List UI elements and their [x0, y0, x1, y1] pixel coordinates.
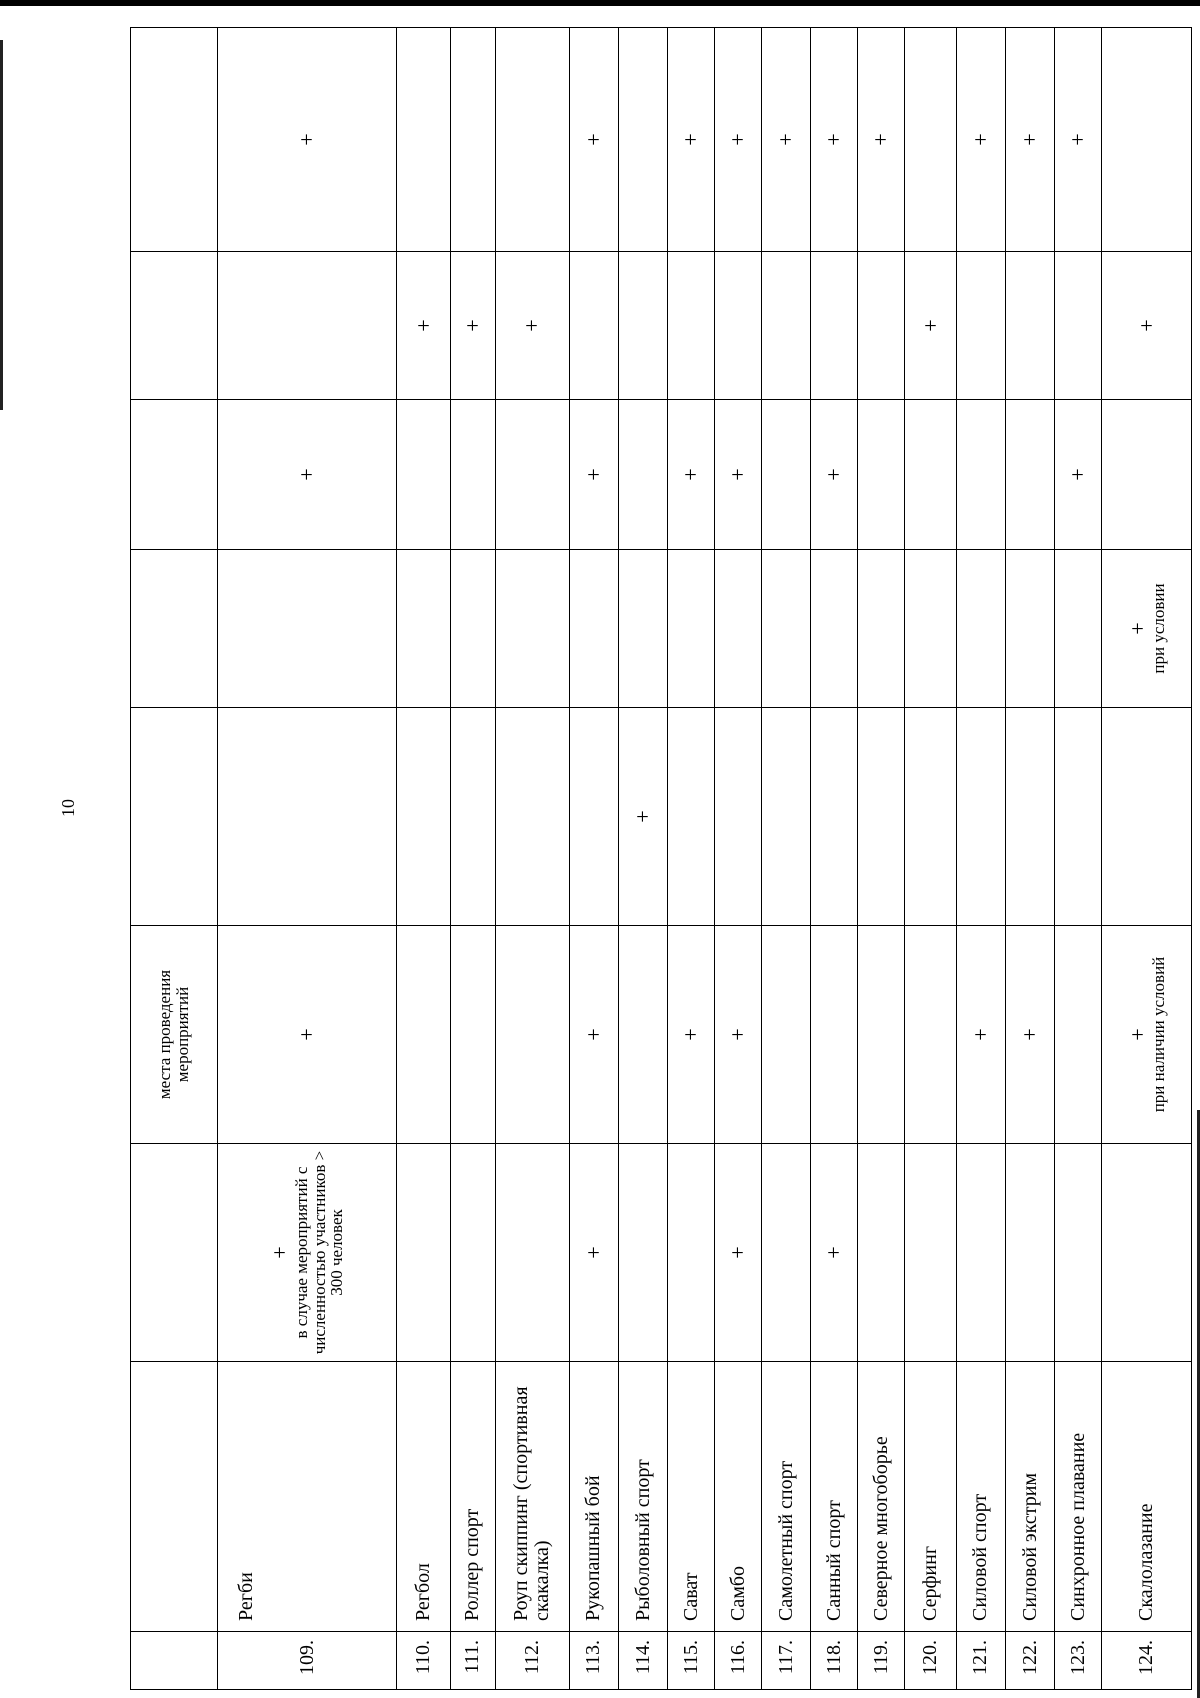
row-number: 114. [618, 1632, 667, 1690]
plus-mark: + [1017, 133, 1043, 146]
cell-c5 [1102, 400, 1192, 550]
sport-name: Скалолазание [1102, 1362, 1192, 1632]
cell-c1 [218, 1144, 397, 1362]
cell-c5 [905, 400, 956, 550]
plus-mark: + [1124, 1028, 1150, 1041]
cell-c4 [618, 550, 667, 708]
cell-c5 [762, 400, 811, 550]
cell-c7 [858, 28, 905, 252]
cell-c6 [218, 252, 397, 400]
plus-mark: + [725, 468, 751, 481]
sport-name: Рукопашный бой [569, 1362, 618, 1632]
cell-c6 [618, 252, 667, 400]
cell-c3 [618, 708, 667, 926]
plus-mark: + [267, 1246, 293, 1259]
cell-c4 [451, 550, 496, 708]
row-number: 120. [905, 1632, 956, 1690]
cell-c3 [715, 708, 762, 926]
cell-c4 [905, 550, 956, 708]
cell-c1 [397, 1144, 451, 1362]
plus-mark: + [459, 319, 485, 332]
cell-c6 [715, 252, 762, 400]
table-row [905, 28, 956, 1690]
cell-c2 [1055, 926, 1102, 1144]
header-cell-c7 [131, 28, 218, 252]
cell-c4 [956, 550, 1005, 708]
cell-c4 [218, 550, 397, 708]
cell-c2 [905, 926, 956, 1144]
row-number: 112. [495, 1632, 569, 1690]
cell-c2 [956, 926, 1005, 1144]
table-row [811, 28, 858, 1690]
plus-mark: + [580, 1028, 606, 1041]
row-number: 113. [569, 1632, 618, 1690]
cell-c5 [618, 400, 667, 550]
table-row [762, 28, 811, 1690]
cell-c7 [715, 28, 762, 252]
plus-mark: + [725, 1246, 751, 1259]
cell-c3 [495, 708, 569, 926]
plus-mark: + [967, 1028, 993, 1041]
sport-name: Синхронное плавание [1055, 1362, 1102, 1632]
row-number: 123. [1055, 1632, 1102, 1690]
sport-name: Самолетный спорт [762, 1362, 811, 1632]
row-number: 116. [715, 1632, 762, 1690]
table-row [715, 28, 762, 1690]
cell-note: в случае мероприятий с численностью участников > 300 человек [291, 1150, 347, 1355]
cell-c3 [1006, 708, 1055, 926]
table-header-row [131, 28, 218, 1690]
sport-name: Роллер спорт [451, 1362, 496, 1632]
cell-c2 [495, 926, 569, 1144]
cell-c7 [1055, 28, 1102, 252]
cell-c5 [397, 400, 451, 550]
sport-name: Регби [218, 1362, 397, 1632]
row-number: 115. [668, 1632, 715, 1690]
cell-note: при условии [1148, 583, 1168, 674]
cell-c1 [495, 1144, 569, 1362]
plus-mark: + [678, 1028, 704, 1041]
cell-c3 [1102, 708, 1192, 926]
plus-mark: + [294, 1028, 320, 1041]
plus-mark: + [725, 133, 751, 146]
table-row [956, 28, 1005, 1690]
row-number: 109. [218, 1632, 397, 1690]
cell-c4 [1006, 550, 1055, 708]
cell-c3 [956, 708, 1005, 926]
row-number: 122. [1006, 1632, 1055, 1690]
cell-c6 [668, 252, 715, 400]
cell-c3 [811, 708, 858, 926]
header-cell-c3 [131, 708, 218, 926]
table-row [858, 28, 905, 1690]
cell-c4 [762, 550, 811, 708]
row-number: 117. [762, 1632, 811, 1690]
sport-name: Роуп скиппинг (спортивная скакалка) [495, 1362, 569, 1632]
cell-c5 [569, 400, 618, 550]
row-number: 111. [451, 1632, 496, 1690]
cell-c6 [1102, 252, 1192, 400]
plus-mark: + [1017, 1028, 1043, 1041]
table-row [495, 28, 569, 1690]
plus-mark: + [580, 133, 606, 146]
cell-c6 [451, 252, 496, 400]
cell-c5 [715, 400, 762, 550]
cell-c6 [858, 252, 905, 400]
sport-name: Северное многоборье [858, 1362, 905, 1632]
table-row [668, 28, 715, 1690]
cell-c7 [569, 28, 618, 252]
cell-c6 [1055, 252, 1102, 400]
cell-c1 [762, 1144, 811, 1362]
cell-c4 [495, 550, 569, 708]
cell-c2 [451, 926, 496, 1144]
plus-mark: + [1133, 319, 1159, 332]
cell-c4 [569, 550, 618, 708]
cell-c6 [495, 252, 569, 400]
cell-c4 [1055, 550, 1102, 708]
cell-c4 [811, 550, 858, 708]
sport-name: Серфинг [905, 1362, 956, 1632]
cell-c2 [1006, 926, 1055, 1144]
cell-c4 [397, 550, 451, 708]
cell-c1 [905, 1144, 956, 1362]
table-row [618, 28, 667, 1690]
cell-c5 [1006, 400, 1055, 550]
sports-table [130, 27, 1192, 1690]
cell-c2 [218, 926, 397, 1144]
cell-c6 [762, 252, 811, 400]
cell-c7 [451, 28, 496, 252]
cell-c6 [1006, 252, 1055, 400]
cell-c1 [956, 1144, 1005, 1362]
cell-c2 [1102, 926, 1192, 1144]
cell-c1 [569, 1144, 618, 1362]
cell-c5 [811, 400, 858, 550]
plus-mark: + [773, 133, 799, 146]
cell-c3 [1055, 708, 1102, 926]
cell-c7 [811, 28, 858, 252]
table-row [1006, 28, 1055, 1690]
cell-c2 [668, 926, 715, 1144]
plus-mark: + [1065, 468, 1091, 481]
plus-mark: + [629, 810, 655, 823]
header-cell-c4 [131, 550, 218, 708]
header-cell-c1 [131, 1144, 218, 1362]
cell-c3 [668, 708, 715, 926]
row-number: 119. [858, 1632, 905, 1690]
cell-c7 [495, 28, 569, 252]
cell-c7 [762, 28, 811, 252]
sport-name: Сават [668, 1362, 715, 1632]
cell-c7 [1102, 28, 1192, 252]
header-cell-c2: места проведения мероприятий [131, 926, 218, 1144]
cell-c3 [858, 708, 905, 926]
cell-c5 [451, 400, 496, 550]
cell-c2 [569, 926, 618, 1144]
header-cell-name [131, 1362, 218, 1632]
plus-mark: + [1065, 133, 1091, 146]
cell-c2 [762, 926, 811, 1144]
plus-mark: + [294, 468, 320, 481]
plus-mark: + [1124, 622, 1150, 635]
plus-mark: + [294, 133, 320, 146]
cell-c6 [905, 252, 956, 400]
cell-c5 [218, 400, 397, 550]
cell-c3 [762, 708, 811, 926]
cell-c5 [495, 400, 569, 550]
row-number: 118. [811, 1632, 858, 1690]
cell-c6 [397, 252, 451, 400]
header-cell-number [131, 1632, 218, 1690]
row-number: 110. [397, 1632, 451, 1690]
cell-c5 [668, 400, 715, 550]
cell-c7 [618, 28, 667, 252]
cell-c1 [618, 1144, 667, 1362]
cell-c2 [397, 926, 451, 1144]
plus-mark: + [410, 319, 436, 332]
table-row [397, 28, 451, 1690]
cell-note: при наличии условий [1148, 956, 1168, 1113]
row-number: 121. [956, 1632, 1005, 1690]
sport-name: Санный спорт [811, 1362, 858, 1632]
cell-c1 [811, 1144, 858, 1362]
cell-c5 [956, 400, 1005, 550]
plus-mark: + [725, 1028, 751, 1041]
cell-c7 [668, 28, 715, 252]
header-cell-c5 [131, 400, 218, 550]
cell-c5 [858, 400, 905, 550]
cell-c4 [668, 550, 715, 708]
cell-c3 [905, 708, 956, 926]
sport-name: Силовой спорт [956, 1362, 1005, 1632]
plus-mark: + [821, 1246, 847, 1259]
header-cell-c6 [131, 252, 218, 400]
plus-mark: + [821, 133, 847, 146]
plus-mark: + [917, 319, 943, 332]
table-body [131, 28, 1192, 1690]
cell-c2 [618, 926, 667, 1144]
cell-c1 [668, 1144, 715, 1362]
sport-name: Самбо [715, 1362, 762, 1632]
cell-c1 [1102, 1144, 1192, 1362]
cell-c7 [218, 28, 397, 252]
table-row [569, 28, 618, 1690]
table-row [1102, 28, 1192, 1690]
cell-c7 [1006, 28, 1055, 252]
cell-c6 [569, 252, 618, 400]
cell-c3 [569, 708, 618, 926]
cell-c2 [811, 926, 858, 1144]
plus-mark: + [868, 133, 894, 146]
cell-c7 [905, 28, 956, 252]
row-number: 124. [1102, 1632, 1192, 1690]
plus-mark: + [821, 468, 847, 481]
sport-name: Силовой экстрим [1006, 1362, 1055, 1632]
cell-c2 [858, 926, 905, 1144]
sport-name: Рыболовный спорт [618, 1362, 667, 1632]
cell-c4 [715, 550, 762, 708]
plus-mark: + [678, 133, 704, 146]
cell-c1 [715, 1144, 762, 1362]
cell-c7 [397, 28, 451, 252]
cell-c6 [956, 252, 1005, 400]
sport-name: Регбол [397, 1362, 451, 1632]
table-row [451, 28, 496, 1690]
cell-c6 [811, 252, 858, 400]
cell-c4 [858, 550, 905, 708]
cell-c1 [858, 1144, 905, 1362]
page-number: 10 [58, 799, 78, 817]
table-row [1055, 28, 1102, 1690]
cell-c3 [451, 708, 496, 926]
plus-mark: + [678, 468, 704, 481]
cell-c3 [397, 708, 451, 926]
cell-c1 [451, 1144, 496, 1362]
cell-c7 [956, 28, 1005, 252]
plus-mark: + [967, 133, 993, 146]
cell-c1 [1006, 1144, 1055, 1362]
table-row [218, 28, 397, 1690]
cell-c2 [715, 926, 762, 1144]
cell-c4 [1102, 550, 1192, 708]
cell-c3 [218, 708, 397, 926]
cell-c5 [1055, 400, 1102, 550]
plus-mark: + [519, 319, 545, 332]
plus-mark: + [580, 1246, 606, 1259]
plus-mark: + [580, 468, 606, 481]
cell-c1 [1055, 1144, 1102, 1362]
